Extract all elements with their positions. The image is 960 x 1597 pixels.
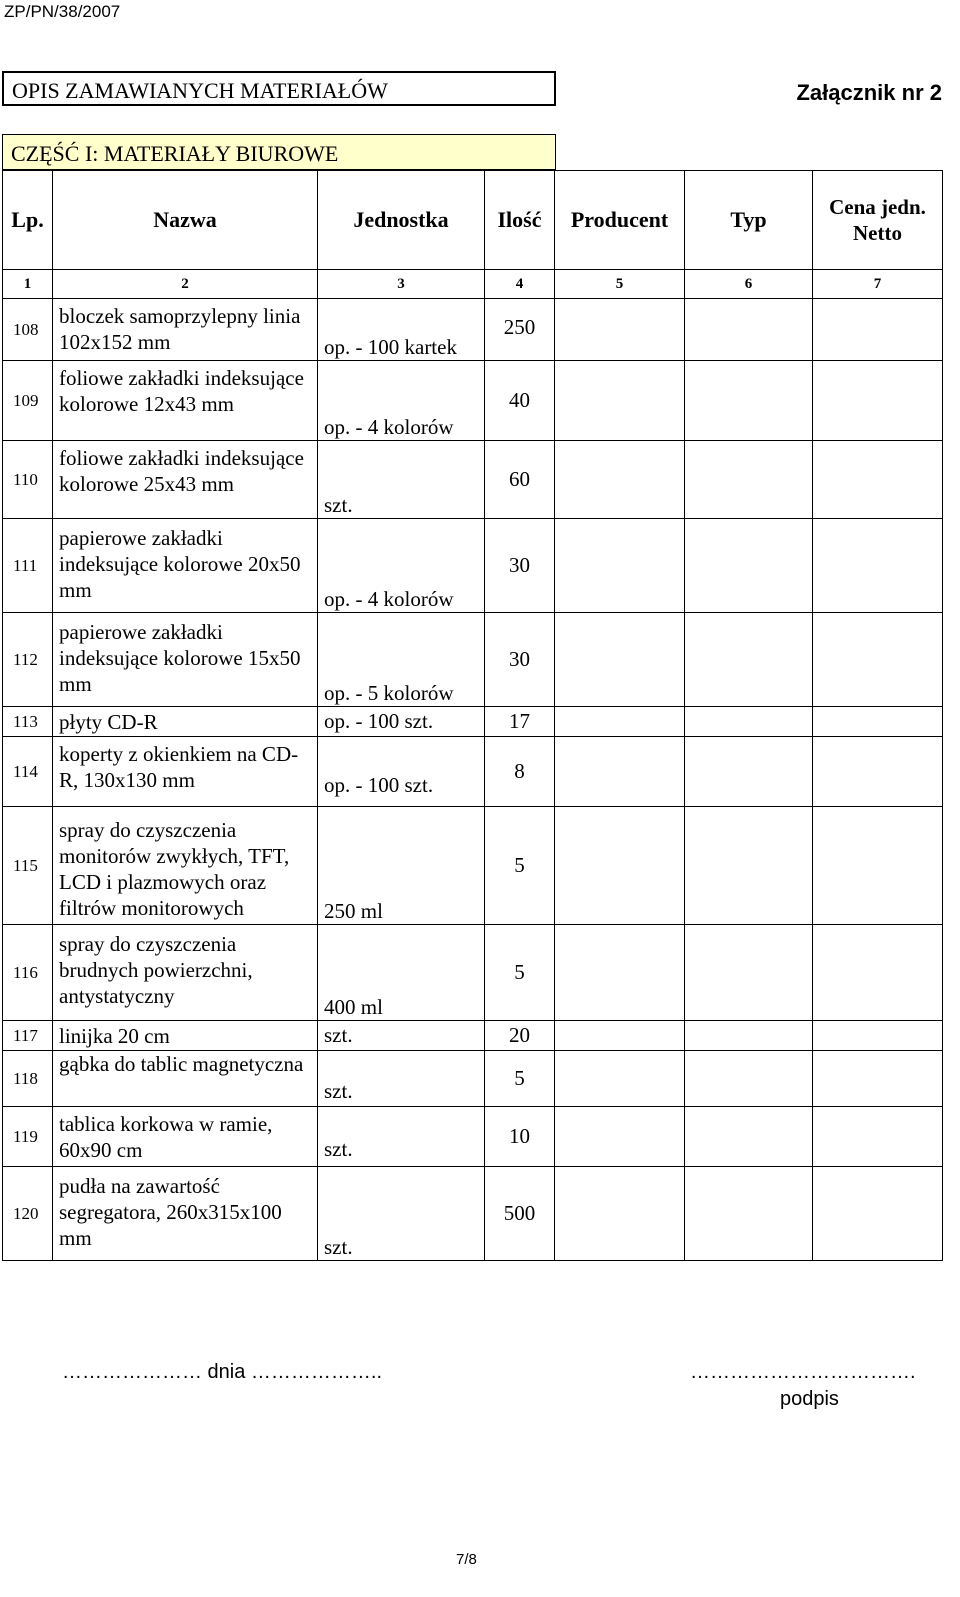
row-price	[813, 1051, 943, 1107]
row-name: tablica korkowa w ramie, 60x90 cm	[53, 1107, 318, 1167]
table-row	[3, 1107, 943, 1167]
row-qty: 10	[485, 1107, 555, 1167]
row-unit: 250 ml	[318, 807, 485, 925]
row-name: gąbka do tablic magnetyczna	[53, 1051, 318, 1107]
row-producer	[555, 925, 685, 1021]
row-name: linijka 20 cm	[53, 1021, 318, 1051]
row-qty: 5	[485, 1051, 555, 1107]
table-row	[3, 361, 943, 441]
row-name: koperty z okienkiem na CD-R, 130x130 mm	[53, 737, 318, 807]
column-number: 7	[813, 270, 943, 299]
row-lp: 112	[3, 613, 53, 707]
row-lp: 110	[3, 441, 53, 519]
date-line: ………………… dnia ………………..	[62, 1361, 383, 1383]
row-producer	[555, 613, 685, 707]
row-unit: op. - 4 kolorów	[318, 519, 485, 613]
row-type	[685, 613, 813, 707]
column-header-qty: Ilość	[485, 171, 555, 270]
row-producer	[555, 519, 685, 613]
document-title: OPIS ZAMAWIANYCH MATERIAŁÓW	[2, 71, 556, 106]
column-header-unit: Jednostka	[318, 171, 485, 270]
row-qty: 5	[485, 807, 555, 925]
row-type	[685, 1051, 813, 1107]
materials-table	[2, 170, 943, 1261]
row-producer	[555, 707, 685, 737]
table-row	[3, 1021, 943, 1051]
table-row	[3, 925, 943, 1021]
row-price	[813, 707, 943, 737]
column-number-row	[3, 270, 943, 299]
row-unit: szt.	[318, 1107, 485, 1167]
row-lp: 111	[3, 519, 53, 613]
table-row	[3, 613, 943, 707]
column-number: 6	[685, 270, 813, 299]
column-header-name: Nazwa	[53, 171, 318, 270]
row-type	[685, 807, 813, 925]
row-lp: 117	[3, 1021, 53, 1051]
row-qty: 500	[485, 1167, 555, 1261]
row-unit: szt.	[318, 1021, 485, 1051]
row-qty: 40	[485, 361, 555, 441]
row-price	[813, 519, 943, 613]
row-price	[813, 613, 943, 707]
row-producer	[555, 807, 685, 925]
column-header-lp: Lp.	[3, 171, 53, 270]
row-price	[813, 737, 943, 807]
row-qty: 30	[485, 519, 555, 613]
row-lp: 119	[3, 1107, 53, 1167]
row-lp: 118	[3, 1051, 53, 1107]
signature-label: podpis	[780, 1388, 839, 1410]
row-unit: op. - 4 kolorów	[318, 361, 485, 441]
row-unit: 400 ml	[318, 925, 485, 1021]
table-row	[3, 1167, 943, 1261]
row-type	[685, 361, 813, 441]
row-lp: 113	[3, 707, 53, 737]
row-qty: 250	[485, 299, 555, 361]
table-row	[3, 299, 943, 361]
table-row	[3, 1051, 943, 1107]
row-name: spray do czyszczenia brudnych powierzchni, antystatyczny	[53, 925, 318, 1021]
row-producer	[555, 1167, 685, 1261]
row-name: papierowe zakładki indeksujące kolorowe 20x50 mm	[53, 519, 318, 613]
row-producer	[555, 441, 685, 519]
row-type	[685, 1107, 813, 1167]
row-type	[685, 1021, 813, 1051]
column-number: 2	[53, 270, 318, 299]
row-price	[813, 441, 943, 519]
row-producer	[555, 1021, 685, 1051]
row-type	[685, 299, 813, 361]
column-number: 1	[3, 270, 53, 299]
column-number: 4	[485, 270, 555, 299]
row-price	[813, 1167, 943, 1261]
row-type	[685, 707, 813, 737]
row-price	[813, 807, 943, 925]
row-price	[813, 1107, 943, 1167]
page-number: 7/8	[456, 1551, 477, 1568]
row-unit: szt.	[318, 1051, 485, 1107]
row-price	[813, 361, 943, 441]
row-qty: 30	[485, 613, 555, 707]
row-price	[813, 925, 943, 1021]
row-lp: 116	[3, 925, 53, 1021]
table-header-row	[3, 171, 943, 270]
row-lp: 115	[3, 807, 53, 925]
row-type	[685, 441, 813, 519]
row-producer	[555, 299, 685, 361]
row-price	[813, 299, 943, 361]
row-lp: 114	[3, 737, 53, 807]
row-name: papierowe zakładki indeksujące kolorowe 15x50 mm	[53, 613, 318, 707]
row-producer	[555, 1107, 685, 1167]
row-lp: 108	[3, 299, 53, 361]
row-qty: 60	[485, 441, 555, 519]
row-type	[685, 737, 813, 807]
row-lp: 120	[3, 1167, 53, 1261]
row-unit: szt.	[318, 441, 485, 519]
row-name: bloczek samoprzylepny linia 102x152 mm	[53, 299, 318, 361]
row-unit: op. - 100 szt.	[318, 707, 485, 737]
row-producer	[555, 1051, 685, 1107]
signature-line: …………………………….	[690, 1361, 916, 1383]
row-name: płyty CD-R	[53, 707, 318, 737]
column-header-type: Typ	[685, 171, 813, 270]
row-name: foliowe zakładki indeksujące kolorowe 25x43 mm	[53, 441, 318, 519]
row-name: pudła na zawartość segregatora, 260x315x100 mm	[53, 1167, 318, 1261]
row-qty: 8	[485, 737, 555, 807]
row-producer	[555, 737, 685, 807]
row-price	[813, 1021, 943, 1051]
row-unit: op. - 100 kartek	[318, 299, 485, 361]
part-heading: CZĘŚĆ I: MATERIAŁY BIUROWE	[2, 134, 556, 170]
annex-label: Załącznik nr 2	[796, 80, 942, 105]
table-row	[3, 807, 943, 925]
table-row	[3, 519, 943, 613]
row-qty: 17	[485, 707, 555, 737]
document-reference: ZP/PN/38/2007	[4, 2, 121, 21]
row-type	[685, 519, 813, 613]
column-header-price: Cena jedn. Netto	[813, 171, 943, 270]
row-name: spray do czyszczenia monitorów zwykłych, TFT, LCD i plazmowych oraz filtrów monitorowych	[53, 807, 318, 925]
table-row	[3, 737, 943, 807]
column-number: 3	[318, 270, 485, 299]
row-qty: 20	[485, 1021, 555, 1051]
row-producer	[555, 361, 685, 441]
column-number: 5	[555, 270, 685, 299]
row-name: foliowe zakładki indeksujące kolorowe 12x43 mm	[53, 361, 318, 441]
row-unit: op. - 100 szt.	[318, 737, 485, 807]
table-row	[3, 441, 943, 519]
column-header-producer: Producent	[555, 171, 685, 270]
row-unit: szt.	[318, 1167, 485, 1261]
row-lp: 109	[3, 361, 53, 441]
row-unit: op. - 5 kolorów	[318, 613, 485, 707]
row-type	[685, 925, 813, 1021]
table-row	[3, 707, 943, 737]
row-type	[685, 1167, 813, 1261]
row-qty: 5	[485, 925, 555, 1021]
